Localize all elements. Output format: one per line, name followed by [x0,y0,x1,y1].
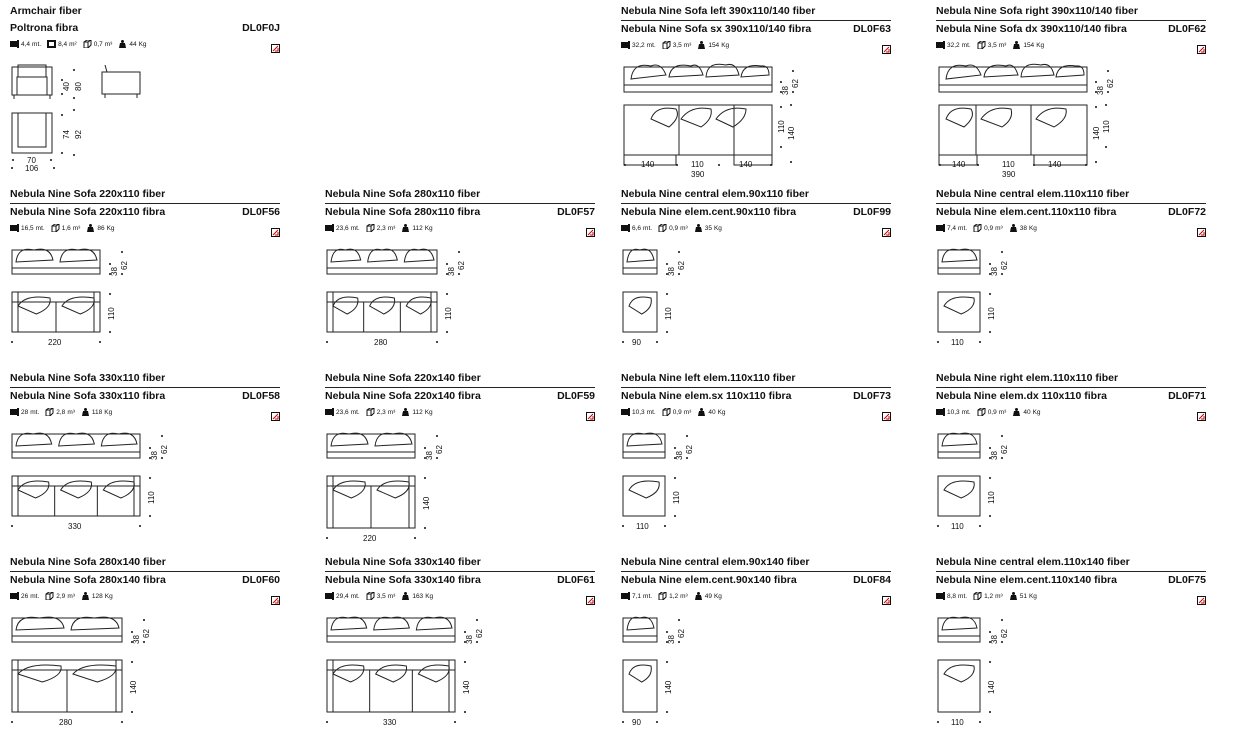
armchair-drawing [10,60,280,180]
dim-label: 38 [667,267,676,276]
dim-label: 62 [435,445,444,454]
spec-fabric: 23,6 mt. [325,224,360,232]
spec-weight: 112 Kg [401,224,432,232]
sofa-drawing [621,608,891,733]
product-title-en: Nebula Nine Sofa 220x110 fiber [10,188,166,200]
spec-volume: 2,3 m³ [366,224,396,232]
fabric-roll-icon [936,41,945,49]
spec-volume: 1,2 m³ [973,592,1003,600]
spec-weight: 118 Kg [81,408,112,416]
product-card [325,372,595,543]
spec-fabric: 7,1 mt. [621,592,652,600]
pdf-download-icon[interactable] [882,592,891,601]
product-title-it: Nebula Nine elem.cent.90x110 fibra [621,206,797,218]
dim-label: 110 [664,307,673,320]
spec-volume: 3,5 m³ [977,41,1007,49]
dim-label: 110 [672,491,681,504]
spec-weight: 40 Kg [697,408,725,416]
product-card [621,556,891,727]
product-title-en: Nebula Nine Sofa 220x140 fiber [325,372,481,384]
dim-label: 62 [120,261,129,270]
product-title-it: Nebula Nine Sofa 330x110 fibra [10,390,166,402]
volume-cube-icon [662,408,671,416]
dim-label: 110 [951,718,964,727]
spec-fabric: 16,5 mt. [10,224,45,232]
pdf-download-icon[interactable] [271,592,280,601]
fabric-roll-icon [621,592,630,600]
fabric-roll-icon [10,592,19,600]
pdf-download-icon[interactable] [882,224,891,233]
product-title-en: Nebula Nine Sofa 280x110 fiber [325,188,481,200]
spec-fabric: 23,6 mt. [325,408,360,416]
spec-weight: 49 Kg [694,592,722,600]
product-title-it: Nebula Nine Sofa sx 390x110/140 fibra [621,23,812,35]
fabric-roll-icon [325,408,334,416]
dim-label: 140 [987,680,996,694]
dim-label: 110 [951,522,964,531]
sofa-drawing [621,424,891,549]
product-code: DL0F59 [557,390,595,402]
dim-label: 280 [374,338,388,347]
dim-label: 38 [425,451,434,460]
fabric-roll-icon [10,408,19,416]
product-card-sofa-right-390 [936,5,1206,179]
product-code: DL0F72 [1168,206,1206,218]
spec-volume: 2,9 m³ [45,592,75,600]
spec-weight: 51 Kg [1009,592,1037,600]
fabric-roll-icon [936,408,945,416]
product-card [10,556,280,727]
dim-label: 140 [787,126,796,140]
spec-volume: 0,9 m³ [977,408,1007,416]
spec-weight: 128 Kg [81,592,113,600]
product-title-en: Nebula Nine central elem.90x110 fiber [621,188,809,200]
product-title-en: Nebula Nine central elem.110x110 fiber [936,188,1130,200]
spec-fabric: 10,3 mt. [936,408,971,416]
product-header [936,203,1206,218]
product-specs [936,222,1206,234]
weight-icon [401,224,410,232]
volume-cube-icon [658,224,667,232]
dim-label: 62 [142,629,151,638]
dim-label: 38 [990,451,999,460]
sofa-drawing [936,240,1206,365]
product-card [621,372,891,531]
dim-label: 220 [48,338,62,347]
dim-label: 140 [422,496,431,510]
fabric-roll-icon [10,224,19,232]
dim-label: 80 [74,82,83,91]
product-header [325,571,595,586]
volume-cube-icon [662,41,671,49]
product-specs [325,406,595,418]
product-title-it: Nebula Nine Sofa 330x140 fibra [325,574,481,586]
volume-cube-icon [973,224,982,232]
product-card [936,188,1206,347]
product-title-it: Nebula Nine elem.cent.90x140 fibra [621,574,797,586]
fabric-area-icon [47,40,56,48]
dim-label: 106 [25,164,39,173]
dim-label: 330 [383,718,397,727]
sofa-drawing [936,424,1206,549]
spec-volume: 3,5 m³ [366,592,396,600]
dim-label: 38 [150,451,159,460]
product-title-en: Armchair fiber [10,5,82,17]
sofa-drawing [10,608,280,733]
fabric-roll-icon [621,41,630,49]
dim-label: 74 [62,130,71,139]
product-card-sofa-left-390 [621,5,891,179]
product-code: DL0F63 [853,23,891,35]
pdf-download-icon[interactable] [1197,592,1206,601]
fabric-roll-icon [325,224,334,232]
spec-weight: 86 Kg [86,224,114,232]
product-title-en: Nebula Nine Sofa 280x140 fiber [10,556,166,568]
dim-label: 62 [475,629,484,638]
dim-label: 62 [677,629,686,638]
spec-volume: 3,5 m³ [662,41,692,49]
sofa-drawing [621,57,891,182]
product-code: DL0F71 [1168,390,1206,402]
sofa-drawing [10,424,280,549]
dim-label: 38 [667,635,676,644]
dim-label: 140 [641,160,655,169]
fabric-roll-icon [10,40,19,48]
dim-label: 110 [777,120,786,133]
pdf-download-icon[interactable] [271,40,280,49]
product-header [621,571,891,586]
product-specs [621,222,891,234]
product-title-it: Poltrona fibra [10,22,79,34]
dim-label: 62 [1000,445,1009,454]
product-specs [10,590,280,602]
product-header [10,387,280,402]
sofa-drawing [936,608,1206,733]
product-title-en: Nebula Nine Sofa right 390x110/140 fiber [936,5,1138,17]
product-card [10,372,280,531]
pdf-download-icon[interactable] [1197,41,1206,50]
product-specs [936,406,1206,418]
dim-label: 220 [363,534,377,543]
product-code: DL0F56 [242,206,280,218]
product-code: DL0F99 [853,206,891,218]
volume-cube-icon [366,224,375,232]
product-title-en: Nebula Nine right elem.110x110 fiber [936,372,1119,384]
product-code: DL0F73 [853,390,891,402]
volume-cube-icon [83,40,92,48]
spec-volume: 2,8 m³ [45,408,75,416]
product-code: DL0F60 [242,574,280,586]
weight-icon [1009,224,1018,232]
dim-label: 38 [465,635,474,644]
dim-label: 62 [685,445,694,454]
spec-fabric: 7,4 mt. [936,224,967,232]
weight-icon [697,408,706,416]
volume-cube-icon [658,592,667,600]
product-code: DL0F75 [1168,574,1206,586]
weight-icon [697,41,706,49]
fabric-roll-icon [936,592,945,600]
product-title-en: Nebula Nine Sofa 330x140 fiber [325,556,481,568]
spec-volume: 1,6 m³ [51,224,81,232]
fabric-roll-icon [936,224,945,232]
spec-fabric: 32,2 mt. [621,41,656,49]
product-code: DL0F62 [1168,23,1206,35]
spec-weight: 44 Kg [118,40,146,48]
dim-label: 38 [132,635,141,644]
dim-label: 140 [739,160,753,169]
spec-fabric: 8,8 mt. [936,592,967,600]
fabric-roll-icon [325,592,334,600]
dim-label: 110 [1102,120,1111,133]
sofa-drawing [325,608,595,733]
product-specs [10,38,280,50]
product-title-it: Nebula Nine Sofa 220x140 fibra [325,390,481,402]
dim-label: 38 [1096,86,1105,95]
product-title-it: Nebula Nine Sofa 220x110 fibra [10,206,166,218]
product-title-it: Nebula Nine elem.sx 110x110 fibra [621,390,792,402]
spec-volume: 0,7 m³ [83,40,113,48]
spec-fabric: 29,4 mt. [325,592,360,600]
product-title-en: Nebula Nine left elem.110x110 fiber [621,372,796,384]
spec-fabric: 28 mt. [10,408,39,416]
product-header [936,571,1206,586]
product-card [325,556,595,727]
dim-label: 110 [951,338,964,347]
product-specs [936,39,1206,51]
spec-volume: 0,9 m³ [662,408,692,416]
spec-volume: 1,2 m³ [658,592,688,600]
dim-label: 140 [952,160,966,169]
product-specs [325,590,595,602]
product-header [936,387,1206,402]
dim-label: 110 [636,522,649,531]
product-title-en: Nebula Nine Sofa 330x110 fiber [10,372,166,384]
dim-label: 110 [987,307,996,320]
product-header [936,20,1206,35]
product-specs [10,222,280,234]
dim-label: 38 [675,451,684,460]
dim-label: 140 [1092,126,1101,140]
dim-label: 280 [59,718,73,727]
pdf-download-icon[interactable] [271,408,280,417]
sofa-drawing [621,240,891,365]
dim-label: 90 [632,338,641,347]
product-code: DL0F84 [853,574,891,586]
dim-label: 110 [1002,160,1015,169]
product-card [621,188,891,347]
weight-icon [81,408,90,416]
dim-label: 390 [691,170,705,179]
dim-label: 38 [447,267,456,276]
product-header [10,20,280,34]
product-specs [325,222,595,234]
fabric-roll-icon [621,408,630,416]
product-header [621,203,891,218]
dim-label: 110 [444,307,453,320]
dim-label: 92 [74,130,83,139]
dim-label: 330 [68,522,82,531]
dim-label: 110 [987,491,996,504]
volume-cube-icon [45,592,54,600]
weight-icon [118,40,127,48]
pdf-download-icon[interactable] [882,408,891,417]
product-title-en: Nebula Nine central elem.110x140 fiber [936,556,1130,568]
volume-cube-icon [366,408,375,416]
dim-label: 38 [781,86,790,95]
pdf-download-icon[interactable] [586,224,595,233]
dim-label: 110 [147,491,156,504]
spec-fabric: 6,6 mt. [621,224,652,232]
spec-weight: 38 Kg [1009,224,1037,232]
spec-weight: 154 Kg [697,41,729,49]
weight-icon [694,592,703,600]
spec-fabric: 10,3 mt. [621,408,656,416]
dim-label: 110 [107,307,116,320]
weight-icon [81,592,90,600]
product-card-armchair [10,5,280,173]
volume-cube-icon [366,592,375,600]
spec-weight: 40 Kg [1012,408,1040,416]
product-card [325,188,595,347]
product-card [936,556,1206,727]
product-header [10,203,280,218]
dim-label: 62 [677,261,686,270]
product-code: DL0F0J [242,22,280,34]
pdf-download-icon[interactable] [882,41,891,50]
volume-cube-icon [977,41,986,49]
dim-label: 38 [990,635,999,644]
product-header [621,20,891,35]
dim-label: 140 [664,680,673,694]
volume-cube-icon [51,224,60,232]
spec-fabric: 26 mt. [10,592,39,600]
product-header [325,203,595,218]
dim-label: 62 [791,79,800,88]
dim-label: 62 [457,261,466,270]
dim-label: 140 [462,680,471,694]
product-specs [10,406,280,418]
sofa-drawing [325,424,595,549]
product-title-en: Nebula Nine Sofa left 390x110/140 fiber [621,5,816,17]
spec-fabric: 4,4 mt. [10,40,41,48]
fabric-roll-icon [621,224,630,232]
product-header [10,571,280,586]
volume-cube-icon [973,592,982,600]
weight-icon [1012,408,1021,416]
product-specs [621,39,891,51]
dim-label: 62 [1106,79,1115,88]
dim-label: 110 [691,160,704,169]
weight-icon [1012,41,1021,49]
product-code: DL0F58 [242,390,280,402]
spec-volume: 0,9 m³ [658,224,688,232]
spec-weight: 112 Kg [401,408,432,416]
pdf-download-icon[interactable] [1197,408,1206,417]
volume-cube-icon [45,408,54,416]
product-title-en: Nebula Nine central elem.90x140 fiber [621,556,810,568]
product-specs [936,590,1206,602]
weight-icon [401,408,410,416]
pdf-download-icon[interactable] [271,224,280,233]
spec-fabric: 32,2 mt. [936,41,971,49]
dim-label: 62 [160,445,169,454]
product-header [621,387,891,402]
dim-label: 70 [27,156,36,165]
dim-label: 38 [110,267,119,276]
product-card [10,188,280,347]
product-title-it: Nebula Nine elem.cent.110x110 fibra [936,206,1117,218]
product-title-it: Nebula Nine elem.cent.110x140 fibra [936,574,1117,586]
product-title-it: Nebula Nine Sofa dx 390x110/140 fibra [936,23,1127,35]
volume-cube-icon [977,408,986,416]
spec-volume: 2,3 m³ [366,408,396,416]
weight-icon [694,224,703,232]
weight-icon [86,224,95,232]
sofa-drawing [325,240,595,365]
dim-label: 62 [1000,629,1009,638]
spec-weight: 35 Kg [694,224,722,232]
dim-label: 90 [632,718,641,727]
spec-area: 8,4 m² [47,40,77,48]
spec-volume: 0,9 m³ [973,224,1003,232]
product-specs [621,406,891,418]
product-title-it: Nebula Nine Sofa 280x110 fibra [325,206,481,218]
dim-label: 38 [990,267,999,276]
sofa-drawing [936,57,1206,182]
pdf-download-icon[interactable] [586,592,595,601]
weight-icon [1009,592,1018,600]
dim-label: 390 [1002,170,1016,179]
dim-label: 40 [62,82,71,91]
pdf-download-icon[interactable] [1197,224,1206,233]
spec-weight: 154 Kg [1012,41,1044,49]
product-specs [621,590,891,602]
product-card [936,372,1206,531]
product-header [325,387,595,402]
dim-label: 140 [1048,160,1062,169]
product-code: DL0F61 [557,574,595,586]
dim-label: 140 [129,680,138,694]
product-title-it: Nebula Nine elem.dx 110x110 fibra [936,390,1108,402]
sofa-drawing [10,240,280,365]
product-title-it: Nebula Nine Sofa 280x140 fibra [10,574,166,586]
pdf-download-icon[interactable] [586,408,595,417]
weight-icon [401,592,410,600]
product-code: DL0F57 [557,206,595,218]
dim-label: 62 [1000,261,1009,270]
spec-weight: 163 Kg [401,592,433,600]
